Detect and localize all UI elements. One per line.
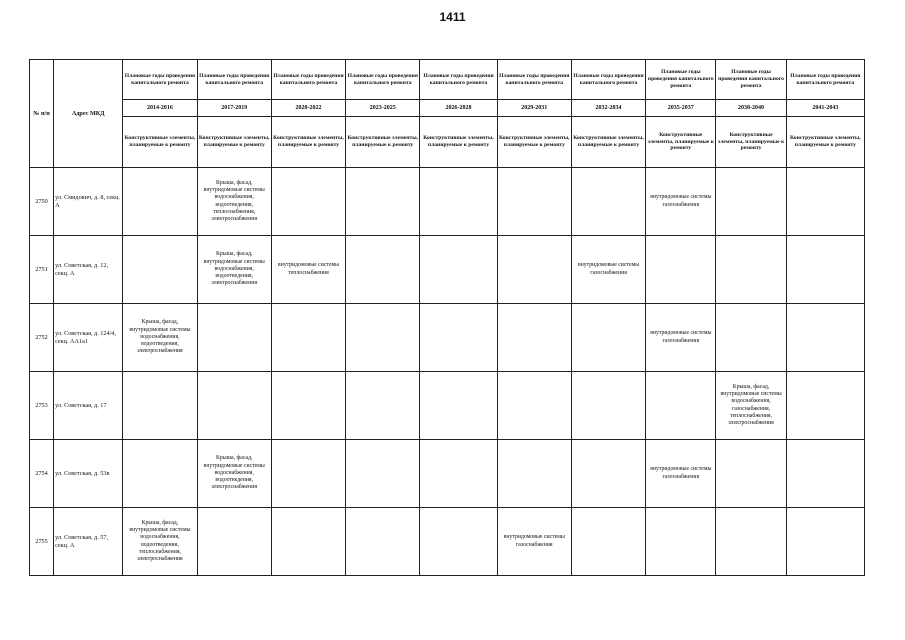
repair-cell [346,236,420,304]
repair-cell: внутридомовые системы газоснабжения [571,236,645,304]
repair-cell [271,508,345,576]
repair-cell [197,508,271,576]
elements-header: Конструктивные элементы, планируемые к ремонту [123,117,197,168]
repair-cell [786,236,864,304]
repair-cell: Крыша, фасад, внутридомовые системы водоснабжения, водоотведения, электроснабжения [197,236,271,304]
period-title: Плановые годы проведения капитального ремонта [420,60,497,100]
period-years: 2014-2016 [123,100,197,117]
period-years: 2026-2028 [420,100,497,117]
repair-cell [197,372,271,440]
repair-cell [571,304,645,372]
repair-cell: внутридомовые системы газоснабжения [646,440,716,508]
repair-cell [571,168,645,236]
repair-cell: Крыша, фасад, внутридомовые системы водоснабжения, водоотведения, электроснабжения [123,304,197,372]
repair-cell: Крыша, фасад, внутридомовые системы водоснабжения, водоотведения, электроснабжения [197,440,271,508]
elements-header: Конструктивные элементы, планируемые к ремонту [420,117,497,168]
table-row [30,304,865,372]
repair-cell [716,168,786,236]
repair-cell [420,440,497,508]
repair-cell [420,168,497,236]
repair-cell: внутридомовые системы теплоснабжения [271,236,345,304]
row-number: 2754 [30,440,54,508]
repair-cell [123,168,197,236]
table-row [30,168,865,236]
period-years: 2023-2025 [346,100,420,117]
row-number: 2753 [30,372,54,440]
repair-cell [123,440,197,508]
period-title: Плановые годы проведения капитального ремонта [786,60,864,100]
row-address: ул. Советская, д. 53в [54,440,123,508]
repair-cell [497,236,571,304]
repair-cell [571,372,645,440]
elements-header: Конструктивные элементы, планируемые к ремонту [571,117,645,168]
row-number: 2752 [30,304,54,372]
elements-header: Конструктивные элементы, планируемые к ремонту [497,117,571,168]
column-header-number: № п/п [30,60,54,168]
row-address: ул. Советская, д. 57, секц. А [54,508,123,576]
repair-cell [786,508,864,576]
repair-cell: внутридомовые системы газоснабжения [497,508,571,576]
repair-cell [197,304,271,372]
elements-header: Конструктивные элементы, планируемые к ремонту [346,117,420,168]
period-title: Плановые годы проведения капитального ремонта [123,60,197,100]
repair-cell [346,440,420,508]
repair-cell [786,168,864,236]
period-years: 2029-2031 [497,100,571,117]
repair-cell [123,372,197,440]
repair-cell [346,168,420,236]
period-years: 2038-2040 [716,100,786,117]
row-address: ул. Советская, д. 12, секц. А [54,236,123,304]
repair-cell [497,304,571,372]
repair-cell [346,304,420,372]
repair-cell [420,236,497,304]
elements-header: Конструктивные элементы, планируемые к ремонту [716,117,786,168]
row-address: ул. Смидович, д. 8, секц. А [54,168,123,236]
row-number: 2755 [30,508,54,576]
period-title: Плановые годы проведения капитального ремонта [646,60,716,100]
elements-header: Конструктивные элементы, планируемые к ремонту [271,117,345,168]
period-years: 2041-2043 [786,100,864,117]
repair-cell [716,304,786,372]
period-years: 2032-2034 [571,100,645,117]
period-title: Плановые годы проведения капитального ремонта [716,60,786,100]
table-row [30,236,865,304]
repair-cell [420,304,497,372]
repair-cell [646,372,716,440]
repair-cell: внутридомовые системы газоснабжения [646,304,716,372]
period-title: Плановые годы проведения капитального ремонта [497,60,571,100]
elements-header: Конструктивные элементы, планируемые к ремонту [197,117,271,168]
repair-cell: Крыша, фасад, внутридомовые системы водоснабжения, водоотведения, теплоснабжения, электроснабжения [123,508,197,576]
column-header-address: Адрес МКД [54,60,123,168]
repair-cell: Крыша, фасад, внутридомовые системы водоснабжения, водоотведения, теплоснабжения, электроснабжения [197,168,271,236]
period-years: 2020-2022 [271,100,345,117]
elements-header: Конструктивные элементы, планируемые к ремонту [786,117,864,168]
table-row [30,372,865,440]
row-address: ул. Советская, д. 124/4, секц. АА1а1 [54,304,123,372]
repair-cell [123,236,197,304]
elements-header: Конструктивные элементы, планируемые к ремонту [646,117,716,168]
period-title: Плановые годы проведения капитального ремонта [571,60,645,100]
repair-cell [571,440,645,508]
repair-cell [571,508,645,576]
period-title: Плановые годы проведения капитального ремонта [271,60,345,100]
period-title: Плановые годы проведения капитального ремонта [346,60,420,100]
repair-cell [420,508,497,576]
repair-cell: Крыша, фасад, внутридомовые системы водоснабжения, газоснабжения, теплоснабжения, электроснабжения [716,372,786,440]
row-number: 2750 [30,168,54,236]
repair-cell [786,440,864,508]
repair-cell [420,372,497,440]
repair-cell [786,304,864,372]
repair-cell [497,168,571,236]
period-years: 2035-2037 [646,100,716,117]
repair-cell [646,508,716,576]
repair-cell [786,372,864,440]
repair-cell [271,372,345,440]
repair-cell [271,304,345,372]
repair-cell: внутридомовые системы газоснабжения [646,168,716,236]
repair-cell [346,508,420,576]
table-row [30,440,865,508]
repair-cell [497,440,571,508]
repair-cell [271,168,345,236]
repair-cell [646,236,716,304]
table-row [30,508,865,576]
repair-cell [716,236,786,304]
row-number: 2751 [30,236,54,304]
period-title: Плановые годы проведения капитального ремонта [197,60,271,100]
repair-schedule-table [29,59,865,576]
repair-cell [497,372,571,440]
repair-cell [271,440,345,508]
repair-cell [346,372,420,440]
repair-cell [716,508,786,576]
repair-cell [716,440,786,508]
page-number: 1411 [439,10,466,24]
row-address: ул. Советская, д. 17 [54,372,123,440]
period-years: 2017-2019 [197,100,271,117]
